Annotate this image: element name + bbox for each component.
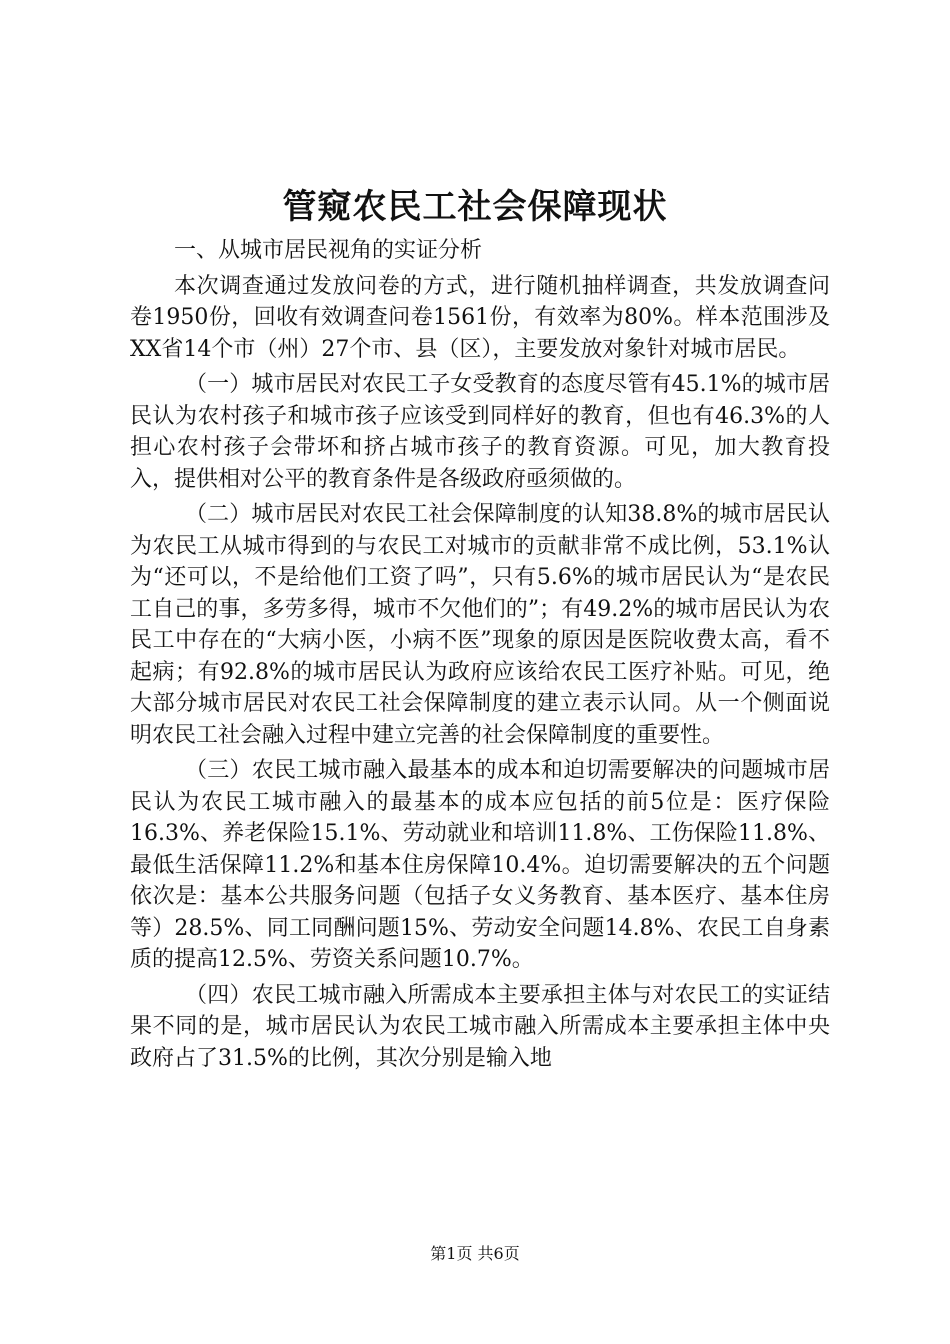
paragraph-survey-method: 本次调查通过发放问卷的方式，进行随机抽样调查，共发放调查问卷1950份，回收有效调查问卷1561份，有效率为80%。样本范围涉及XX省14个市（州）27个市、县（区），主要发放对象针对城市居民。 bbox=[130, 273, 830, 362]
document-body bbox=[130, 235, 830, 1078]
paragraph-cost-bearers: （四）农民工城市融入所需成本主要承担主体与对农民工的实证结果不同的是，城市居民认为农民工城市融入所需成本主要承担主体中央政府占了31.5%的比例，其次分别是输入地 bbox=[130, 982, 830, 1071]
page-number-footer: 第1页 共6页 bbox=[430, 1244, 520, 1263]
paragraph-education-attitude: （一）城市居民对农民工子女受教育的态度尽管有45.1%的城市居民认为农村孩子和城市孩子应该受到同样好的教育，但也有46.3%的人担心农村孩子会带坏和挤占城市孩子的教育资源。可见，加大教育投入，提供相对公平的教育条件是各级政府亟须做的。 bbox=[130, 372, 830, 492]
paragraph-social-security-awareness: （二）城市居民对农民工社会保障制度的认知38.8%的城市居民认为农民工从城市得到的与农民工对城市的贡献非常不成比例，53.1%认为“还可以，不是给他们工资了吗”，只有5.6%的城市居民认为“是农民工自己的事，多劳多得，城市不欠他们的”；有49.2%的城市居民认为农民工中存在的“大病小医，小病不医”现象的原因是医院收费太高，看不起病；有92.8%的城市居民认为政府应该给农民工医疗补贴。可见，绝大部分城市居民对农民工社会保障制度的建立表示认同。从一个侧面说明农民工社会融入过程中建立完善的社会保障制度的重要性。 bbox=[130, 502, 830, 748]
paragraph-integration-costs: （三）农民工城市融入最基本的成本和迫切需要解决的问题城市居民认为农民工城市融入的最基本的成本应包括的前5位是：医疗保险16.3%、养老保险15.1%、劳动就业和培训11.8%、工伤保险11.8%、最低生活保障11.2%和基本住房保障10.4%。迫切需要解决的五个问题依次是：基本公共服务问题（包括子女义务教育、基本医疗、基本住房等）28.5%、同工同酬问题15%、劳动安全问题14.8%、农民工自身素质的提高12.5%、劳资关系问题10.7%。 bbox=[130, 758, 830, 972]
section-heading: 一、从城市居民视角的实证分析 bbox=[174, 238, 483, 263]
document-title: 管窥农民工社会保障现状 bbox=[282, 187, 668, 227]
